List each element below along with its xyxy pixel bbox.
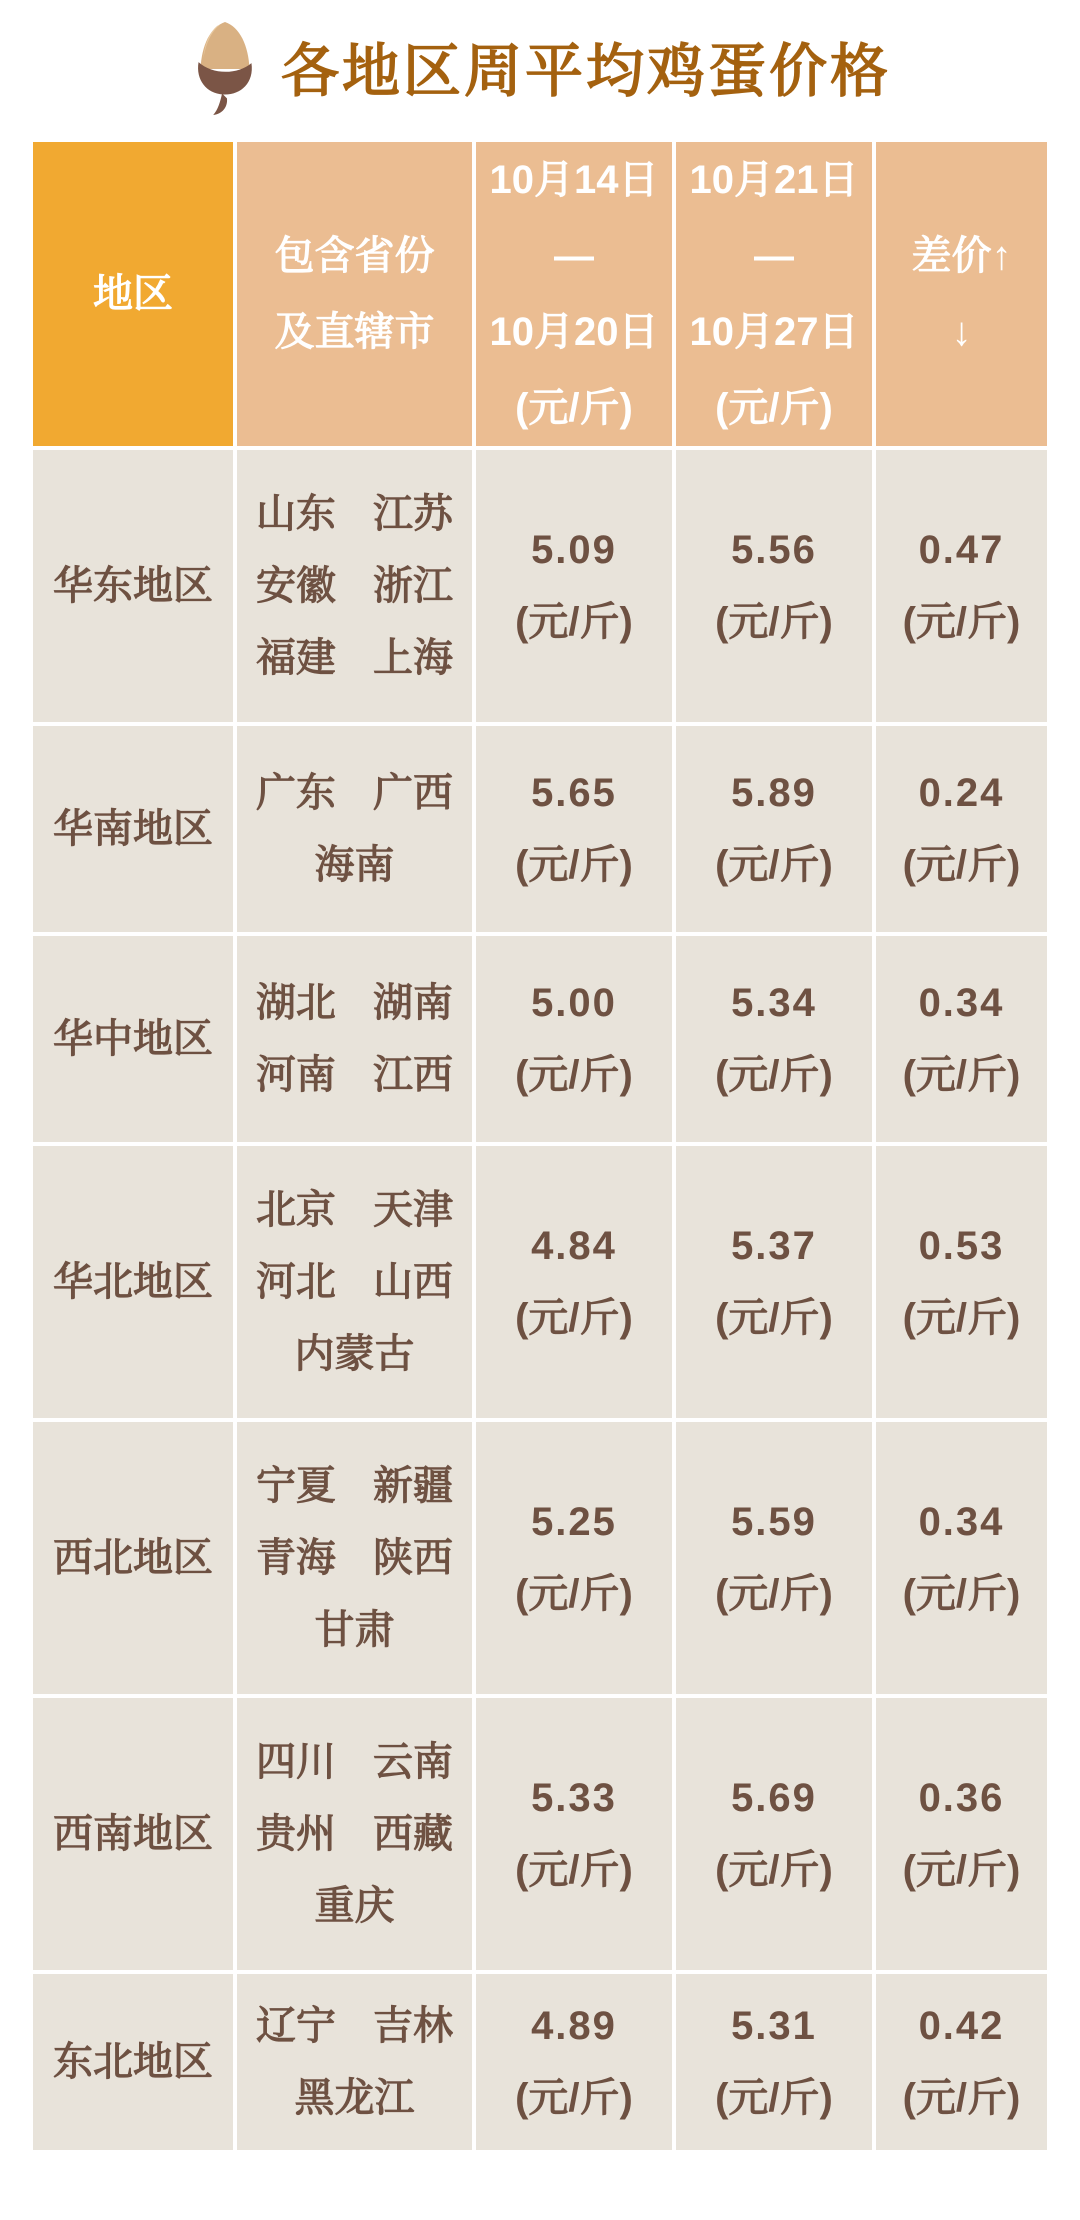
week2-cell [676, 936, 872, 1142]
price-unit: (元/斤) [715, 1053, 833, 1097]
province-line: 河南 江西 [255, 1053, 454, 1097]
header-week1 [476, 142, 672, 446]
province-line: 安徽 浙江 [255, 564, 454, 608]
table-row [33, 1422, 1047, 1694]
region-label: 华北地区 [53, 1260, 213, 1304]
price-unit: (元/斤) [515, 843, 633, 887]
region-cell [33, 936, 233, 1142]
title-bar [0, 14, 1080, 118]
week2-cell [676, 1146, 872, 1418]
price-unit: (元/斤) [515, 1848, 633, 1892]
header-line: 10月21日 [689, 158, 859, 202]
price-value: 4.89 [531, 2004, 617, 2048]
region-cell [33, 1974, 233, 2150]
header-line: ↓ [951, 310, 972, 354]
price-value: 0.42 [918, 2004, 1005, 2048]
header-region-label: 地区 [93, 272, 173, 316]
price-value: 0.34 [918, 981, 1005, 1025]
price-value: 5.59 [731, 1500, 817, 1544]
header-line: 10月20日 [489, 310, 659, 354]
header-line: 10月27日 [689, 310, 859, 354]
province-line: 山东 江苏 [255, 492, 454, 536]
region-label: 华东地区 [53, 564, 213, 608]
price-unit: (元/斤) [515, 600, 633, 644]
provinces-cell [237, 1146, 472, 1418]
region-cell [33, 1422, 233, 1694]
price-value: 5.56 [731, 528, 817, 572]
price-value: 5.33 [531, 1776, 617, 1820]
diff-cell [876, 1698, 1047, 1970]
province-line: 四川 云南 [255, 1740, 454, 1784]
header-diff [876, 142, 1047, 446]
provinces-cell [237, 726, 472, 932]
province-line: 黑龙江 [294, 2076, 415, 2120]
province-line: 福建 上海 [255, 636, 454, 680]
region-cell [33, 1698, 233, 1970]
provinces-cell [237, 936, 472, 1142]
price-value: 5.34 [731, 981, 817, 1025]
region-cell [33, 1146, 233, 1418]
price-unit: (元/斤) [902, 1296, 1021, 1340]
header-line: — [754, 234, 794, 278]
region-cell [33, 726, 233, 932]
week2-cell [676, 450, 872, 722]
week2-cell [676, 1974, 872, 2150]
diff-cell [876, 1974, 1047, 2150]
price-value: 5.65 [531, 771, 617, 815]
price-value: 0.34 [918, 1500, 1005, 1544]
price-unit: (元/斤) [902, 600, 1021, 644]
price-value: 5.09 [531, 528, 617, 572]
price-value: 0.53 [918, 1224, 1005, 1268]
acorn-icon [189, 19, 261, 117]
header-line: (元/斤) [715, 386, 833, 430]
price-table [33, 142, 1047, 2150]
week2-cell [676, 1698, 872, 1970]
week1-cell [476, 1974, 672, 2150]
price-value: 5.25 [531, 1500, 617, 1544]
diff-cell [876, 450, 1047, 722]
header-region [33, 142, 233, 446]
table-row [33, 936, 1047, 1142]
header-line: 包含省份 [274, 234, 435, 278]
table-body [33, 450, 1047, 2150]
week2-cell [676, 726, 872, 932]
price-unit: (元/斤) [715, 600, 833, 644]
provinces-cell [237, 1698, 472, 1970]
header-line: 及直辖市 [274, 310, 435, 354]
province-line: 内蒙古 [294, 1332, 415, 1376]
price-unit: (元/斤) [902, 1848, 1021, 1892]
region-label: 东北地区 [53, 2040, 213, 2084]
price-unit: (元/斤) [515, 1296, 633, 1340]
price-unit: (元/斤) [515, 2076, 633, 2120]
price-unit: (元/斤) [515, 1053, 633, 1097]
header-line: (元/斤) [515, 386, 633, 430]
province-line: 辽宁 吉林 [255, 2004, 454, 2048]
region-label: 西南地区 [53, 1812, 213, 1856]
provinces-cell [237, 1974, 472, 2150]
diff-cell [876, 726, 1047, 932]
price-value: 0.36 [918, 1776, 1005, 1820]
region-cell [33, 450, 233, 722]
week2-cell [676, 1422, 872, 1694]
province-line: 海南 [314, 843, 395, 887]
price-unit: (元/斤) [715, 1572, 833, 1616]
price-unit: (元/斤) [902, 2076, 1021, 2120]
province-line: 贵州 西藏 [255, 1812, 454, 1856]
price-unit: (元/斤) [515, 1572, 633, 1616]
header-provinces [237, 142, 472, 446]
province-line: 河北 山西 [255, 1260, 454, 1304]
region-label: 西北地区 [53, 1536, 213, 1580]
region-label: 华中地区 [53, 1017, 213, 1061]
province-line: 北京 天津 [255, 1188, 454, 1232]
table-row [33, 450, 1047, 722]
price-value: 0.47 [918, 528, 1005, 572]
province-line: 湖北 湖南 [255, 981, 454, 1025]
table-row [33, 1146, 1047, 1418]
province-line: 甘肃 [314, 1608, 395, 1652]
header-week2 [676, 142, 872, 446]
region-label: 华南地区 [53, 807, 213, 851]
price-unit: (元/斤) [902, 843, 1021, 887]
province-line: 青海 陕西 [255, 1536, 454, 1580]
province-line: 宁夏 新疆 [255, 1464, 454, 1508]
price-unit: (元/斤) [715, 1296, 833, 1340]
price-unit: (元/斤) [715, 1848, 833, 1892]
price-unit: (元/斤) [902, 1572, 1021, 1616]
price-unit: (元/斤) [715, 843, 833, 887]
page-title: 各地区周平均鸡蛋价格 [280, 39, 891, 104]
price-unit: (元/斤) [902, 1053, 1021, 1097]
provinces-cell [237, 450, 472, 722]
header-line: — [554, 234, 594, 278]
diff-cell [876, 1422, 1047, 1694]
header-line: 10月14日 [489, 158, 659, 202]
diff-cell [876, 936, 1047, 1142]
price-value: 0.24 [918, 771, 1005, 815]
price-value: 5.89 [731, 771, 817, 815]
table-row [33, 1974, 1047, 2150]
province-line: 重庆 [314, 1884, 395, 1928]
price-value: 5.31 [731, 2004, 817, 2048]
provinces-cell [237, 1422, 472, 1694]
week1-cell [476, 726, 672, 932]
week1-cell [476, 450, 672, 722]
week1-cell [476, 1146, 672, 1418]
province-line: 广东 广西 [255, 771, 454, 815]
table-row [33, 1698, 1047, 1970]
week1-cell [476, 936, 672, 1142]
price-unit: (元/斤) [715, 2076, 833, 2120]
header-line: 差价↑ [911, 234, 1012, 278]
price-value: 5.37 [731, 1224, 817, 1268]
week1-cell [476, 1698, 672, 1970]
week1-cell [476, 1422, 672, 1694]
price-value: 5.69 [731, 1776, 817, 1820]
table-header [33, 142, 1047, 446]
price-value: 5.00 [531, 981, 617, 1025]
diff-cell [876, 1146, 1047, 1418]
price-value: 4.84 [531, 1224, 617, 1268]
table-row [33, 726, 1047, 932]
